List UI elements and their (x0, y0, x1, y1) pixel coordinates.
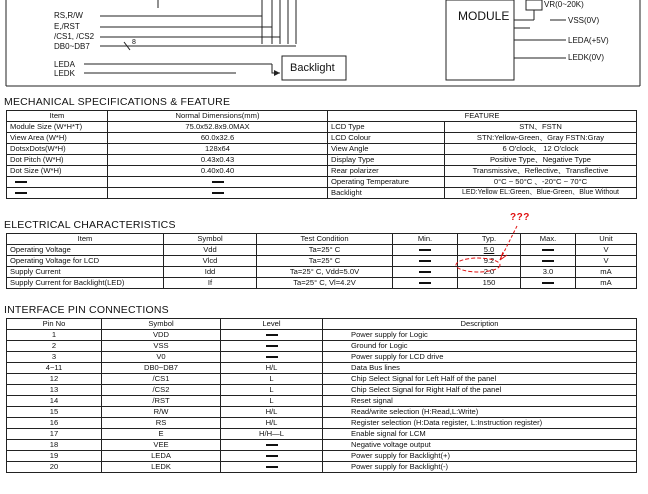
pin-number: 16 (7, 418, 102, 429)
table-row (7, 363, 637, 374)
pins-header-description: Description (323, 319, 637, 330)
pin-description: Power supply for Logic (323, 330, 637, 341)
elec-item: Operating Voltage (7, 245, 164, 256)
elec-min (393, 256, 458, 267)
pin-level (221, 440, 323, 451)
pins-header-pin: Pin No (7, 319, 102, 330)
signal-rs-rw: RS,R/W (54, 11, 83, 20)
elec-unit: mA (576, 278, 637, 289)
mech-value: 60.0x32.6 (108, 133, 328, 144)
mech-item: Dot Size (W*H) (7, 166, 108, 177)
pin-description: Power supply for Backlight(-) (323, 462, 637, 473)
elec-min (393, 278, 458, 289)
table-row (7, 429, 637, 440)
table-row (7, 133, 637, 144)
pin-number: 18 (7, 440, 102, 451)
feature-value: LED:Yellow EL:Green、Blue-Green、Blue Without (445, 188, 637, 199)
elec-typ: 2.0 (458, 267, 521, 278)
mech-spec-title: MECHANICAL SPECIFICATIONS & FEATURE (4, 96, 231, 108)
table-row (7, 440, 637, 451)
feature-item: Rear polarizer (328, 166, 445, 177)
elec-typ: 5.0 (458, 245, 521, 256)
pin-level (221, 330, 323, 341)
pin-number: 1 (7, 330, 102, 341)
feature-value: STN:Yellow-Green、Gray FSTN:Gray (445, 133, 637, 144)
elec-header-symbol: Symbol (164, 234, 257, 245)
leda-label: LEDA(+5V) (568, 36, 609, 45)
pin-level: H/L (221, 363, 323, 374)
backlight-box-label: Backlight (290, 62, 335, 74)
pin-description: Power supply for LCD drive (323, 352, 637, 363)
wiring-diagram-lines (0, 0, 648, 92)
pin-symbol: DB0~DB7 (102, 363, 221, 374)
table-row (7, 144, 637, 155)
table-row (7, 267, 637, 278)
signal-db: DB0~DB7 (54, 42, 90, 51)
pin-number: 13 (7, 385, 102, 396)
feature-item: Backlight (328, 188, 445, 199)
signal-leda: LEDA (54, 60, 75, 69)
pin-description: Enable signal for LCM (323, 429, 637, 440)
feature-item: LCD Colour (328, 133, 445, 144)
mech-item: View Area (W*H) (7, 133, 108, 144)
pin-number: 15 (7, 407, 102, 418)
elec-typ: 9.2 (458, 256, 521, 267)
wiring-diagram (0, 0, 648, 92)
dash-mark (266, 345, 278, 347)
pins-title: INTERFACE PIN CONNECTIONS (4, 304, 169, 316)
question-marks-annotation: ??? (510, 212, 530, 223)
dash-mark (266, 356, 278, 358)
dash-mark (212, 192, 224, 194)
elec-symbol: If (164, 278, 257, 289)
pin-symbol: LEDK (102, 462, 221, 473)
pin-level: H/H—L (221, 429, 323, 440)
feature-item: Operating Temperature (328, 177, 445, 188)
module-label: MODULE (458, 9, 510, 23)
dash-mark (419, 271, 431, 273)
pin-symbol: R/W (102, 407, 221, 418)
pins-header-level: Level (221, 319, 323, 330)
table-row (7, 278, 637, 289)
table-row (7, 396, 637, 407)
pin-symbol: LEDA (102, 451, 221, 462)
table-row (7, 341, 637, 352)
table-row (7, 330, 637, 341)
feature-item: Display Type (328, 155, 445, 166)
elec-header-row (7, 234, 637, 245)
pin-level: L (221, 396, 323, 407)
elec-max (521, 245, 576, 256)
pin-symbol: VSS (102, 341, 221, 352)
table-row (7, 155, 637, 166)
elec-condition: Ta=25° C (257, 245, 393, 256)
feature-value: Positive Type、Negative Type (445, 155, 637, 166)
table-row (7, 177, 637, 188)
pin-description: Power supply for Backlight(+) (323, 451, 637, 462)
elec-condition: Ta=25° C, Vdd=5.0V (257, 267, 393, 278)
pin-symbol: /RST (102, 396, 221, 407)
elec-title: ELECTRICAL CHARACTERISTICS (4, 219, 176, 231)
pin-description: Chip Select Signal for Left Half of the panel (323, 374, 637, 385)
elec-item: Supply Current (7, 267, 164, 278)
elec-condition: Ta=25° C (257, 256, 393, 267)
mech-value: 75.0x52.8x9.0MAX (108, 122, 328, 133)
pin-number: 12 (7, 374, 102, 385)
mech-value-empty (108, 177, 328, 188)
elec-max: 3.0 (521, 267, 576, 278)
table-row (7, 385, 637, 396)
elec-unit: V (576, 256, 637, 267)
mech-header-row (7, 111, 637, 122)
mech-item: Dot Pitch (W*H) (7, 155, 108, 166)
pin-level: H/L (221, 418, 323, 429)
pin-number: 4~11 (7, 363, 102, 374)
elec-header-max: Max. (521, 234, 576, 245)
elec-min (393, 267, 458, 278)
table-row (7, 245, 637, 256)
elec-unit: mA (576, 267, 637, 278)
ledk-label: LEDK(0V) (568, 53, 605, 62)
pin-number: 20 (7, 462, 102, 473)
mech-header-feature: FEATURE (328, 111, 637, 122)
elec-max (521, 278, 576, 289)
bus-width-mark: 8 (132, 39, 136, 46)
mech-item: DotsxDots(W*H) (7, 144, 108, 155)
pin-symbol: VDD (102, 330, 221, 341)
signal-ledk: LEDK (54, 69, 75, 78)
dash-mark (266, 444, 278, 446)
pins-header-row (7, 319, 637, 330)
dash-mark (542, 282, 554, 284)
dash-mark (212, 181, 224, 183)
elec-header-item: Item (7, 234, 164, 245)
mech-item: Module Size (W*H*T) (7, 122, 108, 133)
pin-number: 2 (7, 341, 102, 352)
feature-value: STN、FSTN (445, 122, 637, 133)
vss-label: VSS(0V) (568, 16, 600, 25)
pin-level: L (221, 374, 323, 385)
pin-description: Reset signal (323, 396, 637, 407)
pin-symbol: /CS2 (102, 385, 221, 396)
pin-description: Negative voltage output (323, 440, 637, 451)
elec-symbol: Vdd (164, 245, 257, 256)
pin-level: H/L (221, 407, 323, 418)
elec-typ: 150 (458, 278, 521, 289)
pin-number: 3 (7, 352, 102, 363)
mech-header-normal: Normal Dimensions(mm) (108, 111, 328, 122)
table-row (7, 166, 637, 177)
pin-number: 17 (7, 429, 102, 440)
dash-mark (419, 260, 431, 262)
mech-spec-table (6, 110, 637, 199)
table-row (7, 256, 637, 267)
pin-number: 14 (7, 396, 102, 407)
feature-value: 6 O'clock、 12 O'clock (445, 144, 637, 155)
mech-value: 0.40x0.40 (108, 166, 328, 177)
dash-mark (266, 334, 278, 336)
dash-mark (266, 466, 278, 468)
pin-level (221, 451, 323, 462)
elec-symbol: Vlcd (164, 256, 257, 267)
dash-mark (542, 260, 554, 262)
table-row (7, 418, 637, 429)
elec-max (521, 256, 576, 267)
elec-header-unit: Unit (576, 234, 637, 245)
pin-symbol: /CS1 (102, 374, 221, 385)
feature-value: Transmissive、Reflective、Transflective (445, 166, 637, 177)
table-row (7, 374, 637, 385)
pin-number: 19 (7, 451, 102, 462)
table-row (7, 188, 637, 199)
elec-unit: V (576, 245, 637, 256)
mech-value: 0.43x0.43 (108, 155, 328, 166)
mech-value: 128x64 (108, 144, 328, 155)
pin-symbol: RS (102, 418, 221, 429)
pin-level (221, 462, 323, 473)
pin-symbol: VEE (102, 440, 221, 451)
dash-mark (266, 455, 278, 457)
pin-symbol: V0 (102, 352, 221, 363)
pin-description: Data Bus lines (323, 363, 637, 374)
pin-level (221, 352, 323, 363)
table-row (7, 407, 637, 418)
dash-mark (419, 282, 431, 284)
pin-level (221, 341, 323, 352)
pin-description: Read/write selection (H:Read,L:Write) (323, 407, 637, 418)
dash-mark (15, 192, 27, 194)
signal-cs: /CS1, /CS2 (54, 32, 95, 41)
vr-label: VR(0~20K) (544, 0, 584, 9)
table-row (7, 122, 637, 133)
feature-item: LCD Type (328, 122, 445, 133)
pins-table (6, 318, 637, 473)
elec-min (393, 245, 458, 256)
pin-level: L (221, 385, 323, 396)
feature-value: 0°C ~ 50°C 、-20°C ~ 70°C (445, 177, 637, 188)
mech-value-empty (108, 188, 328, 199)
pin-symbol: E (102, 429, 221, 440)
signal-e-rst: E,/RST (54, 22, 80, 31)
elec-item: Supply Current for Backlight(LED) (7, 278, 164, 289)
table-row (7, 352, 637, 363)
dash-mark (15, 181, 27, 183)
elec-header-condition: Test Condition (257, 234, 393, 245)
elec-table (6, 233, 637, 289)
pin-description: Register selection (H:Data register, L:Instruction register) (323, 418, 637, 429)
mech-item-empty (7, 188, 108, 199)
table-row (7, 462, 637, 473)
elec-header-typ: Typ. (458, 234, 521, 245)
elec-condition: Ta=25° C, Vl=4.2V (257, 278, 393, 289)
mech-item-empty (7, 177, 108, 188)
feature-item: View Angle (328, 144, 445, 155)
table-row (7, 451, 637, 462)
dash-mark (542, 249, 554, 251)
dash-mark (419, 249, 431, 251)
pin-description: Ground for Logic (323, 341, 637, 352)
elec-header-min: Min. (393, 234, 458, 245)
elec-symbol: Idd (164, 267, 257, 278)
pin-description: Chip Select Signal for Right Half of the panel (323, 385, 637, 396)
pins-header-symbol: Symbol (102, 319, 221, 330)
mech-header-item: Item (7, 111, 108, 122)
elec-item: Operating Voltage for LCD (7, 256, 164, 267)
